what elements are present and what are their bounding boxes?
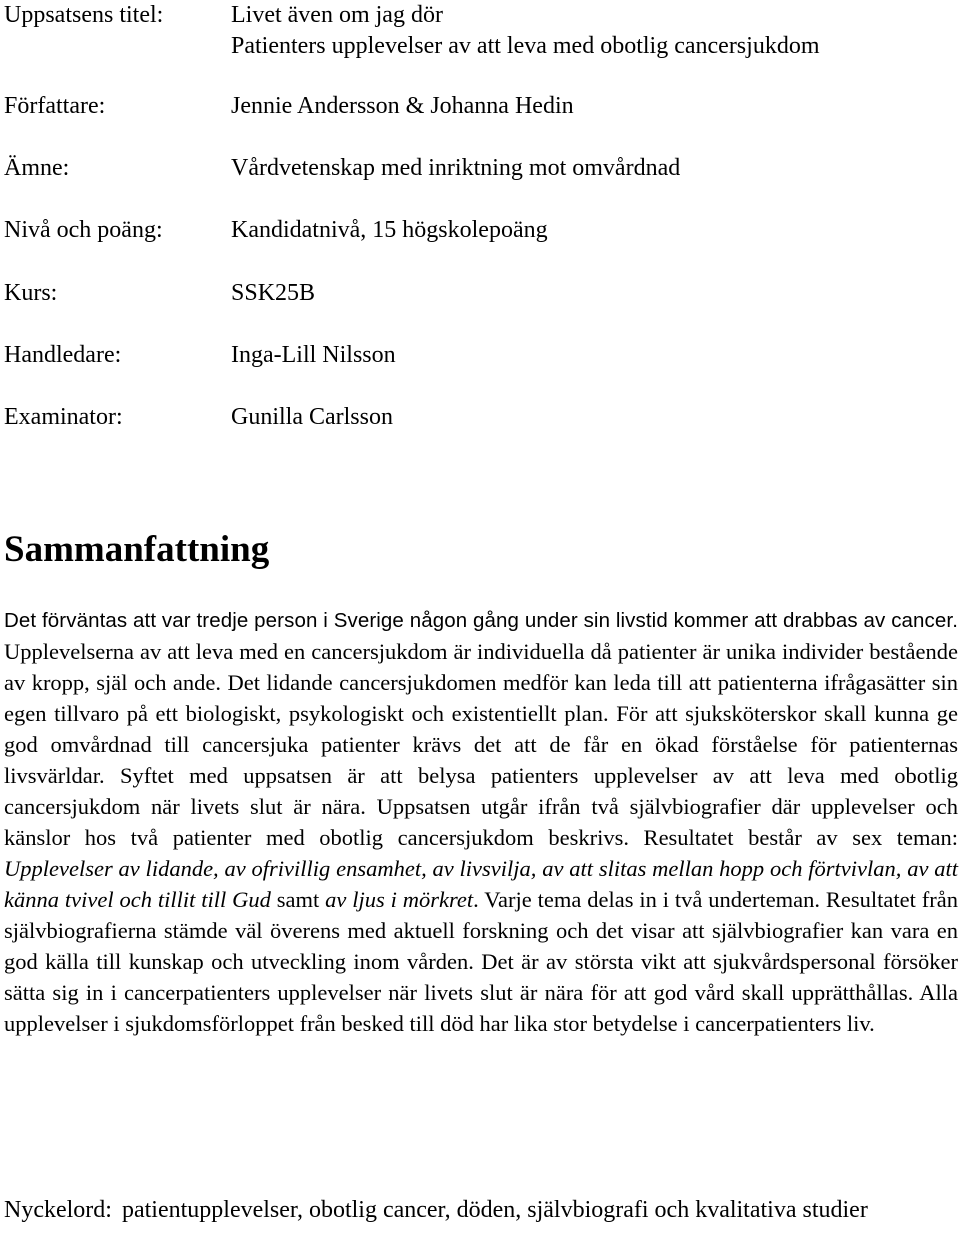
title-line-2: Patienters upplevelser av att leva med obotlig cancersjukdom — [231, 33, 820, 59]
examiner-value: Gunilla Carlsson — [231, 404, 393, 430]
author-value: Jennie Andersson & Johanna Hedin — [231, 93, 574, 119]
course-value: SSK25B — [231, 280, 316, 306]
examiner-label: Examinator: — [4, 404, 123, 430]
course-label: Kurs: — [4, 280, 58, 306]
keywords-paragraph — [4, 1195, 958, 1226]
subject-label: Ämne: — [4, 155, 70, 181]
author-label: Författare: — [4, 93, 106, 119]
level-value: Kandidatnivå, 15 högskolepoäng — [231, 217, 548, 243]
supervisor-value: Inga-Lill Nilsson — [231, 342, 396, 368]
supervisor-label: Handledare: — [4, 342, 122, 368]
abstract-body-1: Upplevelserna av att leva med en cancersjukdom är individuella då patienter är unika individer bestående av kropp, själ och ande. Det lidande cancersjukdomen medför kan leda till att patienterna ifrågasätter sin egen tillvaro på ett biologiskt, psykologiskt och existentiellt plan. För att sjuksköterskor skall kunna ge god omvårdnad till cancersjuka patienter krävs det att de får en ökad förståelse för patienternas livsvärldar. Syftet med uppsatsen är att belysa patienters upplevelser av att leva med obotlig cancersjukdom när livets slut är nära. Uppsatsen utgår ifrån två självbiografier där upplevelser och känslor hos två patienter med obotlig cancersjukdom beskrivs. Resultatet består av sex teman: — [4, 639, 958, 850]
title-value — [231, 0, 819, 62]
abstract-paragraph — [4, 604, 958, 1039]
subject-value: Vårdvetenskap med inriktning mot omvårdnad — [231, 155, 681, 181]
keywords-label: Nyckelord: — [4, 1197, 112, 1223]
abstract-body-2: . Varje tema delas in i två underteman. Resultatet från självbiografierna stämde väl överens med aktuell forskning och det visar att självbiografier kan vara en god källa till kunskap och utveckling inom vården. Det är av största vikt att sjukvårdspersonal försöker sätta sig in i cancerpatienters upplevelser när livets slut är nära för att god vård skall upprätthållas. Alla upplevelser i sjukdomsförloppet från besked till död har lika stor betydelse i cancerpatienters liv. — [4, 887, 959, 1036]
abstract-and-word: samt — [270, 887, 326, 912]
abstract-intro-sentence: Det förväntas att var tredje person i Sverige någon gång under sin livstid kommer att drabbas av cancer. — [4, 609, 958, 632]
summary-heading: Sammanfattning — [4, 529, 270, 570]
title-label: Uppsatsens titel: — [4, 2, 164, 28]
keywords-value: patientupplevelser, obotlig cancer, döden, självbiografi och kvalitativa studier — [121, 1197, 868, 1223]
title-line-1: Livet även om jag dör — [231, 2, 443, 28]
abstract-themes-italic-2: av ljus i mörkret — [325, 887, 474, 912]
abstract-themes-italic-1: Upplevelser av lidande, av ofrivillig ensamhet, av livsvilja, av att slitas mellan hopp och förtvivlan, av att känna tvivel och tillit till Gud — [4, 856, 958, 912]
level-label: Nivå och poäng: — [4, 217, 163, 243]
